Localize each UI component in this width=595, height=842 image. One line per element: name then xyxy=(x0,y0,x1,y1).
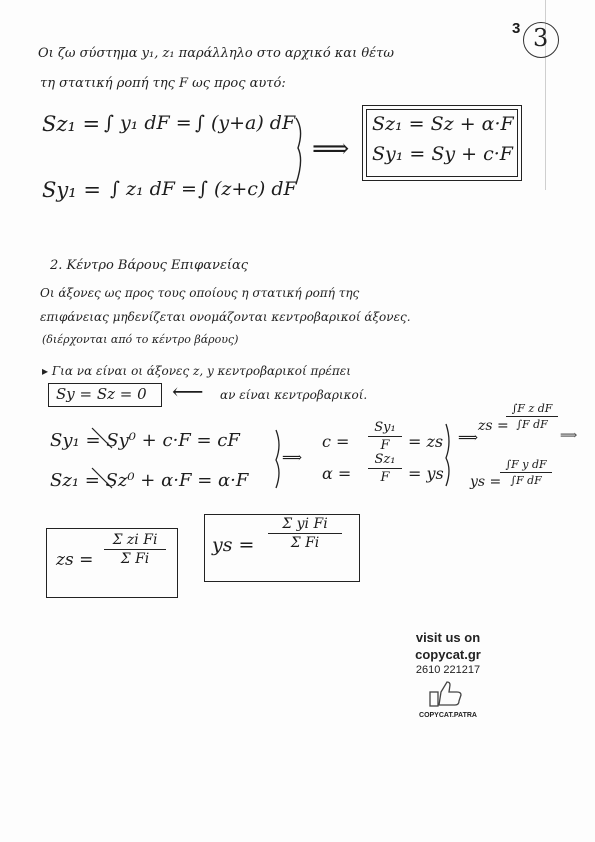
ad-visit-line: visit us on xyxy=(415,630,481,645)
sy-strike xyxy=(92,428,112,448)
eq2-brace xyxy=(276,430,279,488)
ad-website: copycat.gr xyxy=(415,647,481,662)
final-ys-denominator: Σ Fi xyxy=(290,535,320,551)
eq2-sy1-line: Sy₁ = Sy⁰ + c·F = cF xyxy=(50,430,240,451)
para1-line-3: (διέρχονται από το κέντρο βάρους) xyxy=(42,333,239,346)
thumbs-up-icon xyxy=(427,680,467,710)
ys-integral-denominator: ∫F dF xyxy=(510,474,542,487)
result-sy1: Sy₁ = Sy + c·F xyxy=(372,143,513,165)
ad-phone: 2610 221217 xyxy=(415,664,481,676)
eq-sz1-label: Sz₁ = xyxy=(42,112,101,136)
eq-sy1-integral: ∫ z₁ dF = xyxy=(110,178,197,200)
alpha-equals: α = xyxy=(322,464,352,483)
eq2-implies-1: ⟹ xyxy=(282,450,303,466)
para1-line-1: Οι άξονες ως προς τους οποίους η στατική ροπή της xyxy=(40,286,360,300)
section-heading: 2. Κέντρο Βάρους Επιφανείας xyxy=(50,258,249,273)
eq-sy1-label: Sy₁ = xyxy=(42,178,101,202)
intro-line-1: Οι ζω σύστημα y₁, z₁ παράλληλο στο αρχικό και θέτω xyxy=(38,46,394,61)
final-zs-numerator: Σ zi Fi xyxy=(112,532,158,548)
zs-integral-lhs: zs = xyxy=(478,418,509,434)
sz-strike xyxy=(92,468,112,488)
page-number: 3 xyxy=(512,20,521,37)
alpha-denominator: F xyxy=(380,470,390,485)
ys-integral-numerator: ∫F y dF xyxy=(505,458,547,471)
circled-number-text: 3 xyxy=(533,24,549,52)
ys-integral-lhs: ys = xyxy=(470,474,502,490)
final-zs-denominator: Σ Fi xyxy=(120,551,150,567)
c-equals-zs: = zs xyxy=(408,432,444,451)
final-ys-lhs: ys = xyxy=(212,534,255,556)
zs-integral-denominator: ∫F dF xyxy=(516,418,548,431)
eq-sz1-integral: ∫ y₁ dF = xyxy=(104,112,192,134)
ad-brand: COPYCAT.PATRA xyxy=(419,712,477,719)
alpha-numerator: Sz₁ xyxy=(374,452,396,467)
eq2-brace-2 xyxy=(446,424,449,486)
intro-line-2: τη στατική ροπή της F ως προς αυτό: xyxy=(40,76,286,91)
para1-line-2: επιφάνειας μηδενίζεται ονομάζονται κεντροβαρικοί άξονες. xyxy=(40,310,411,324)
eq-sz1-expanded: ∫ (y+a) dF xyxy=(195,112,296,134)
para2-line-1: ▸ Για να είναι οι άξονες z, y κεντροβαρικοί πρέπει xyxy=(42,364,351,378)
eq2-implies-2: ⟹ xyxy=(458,430,479,446)
condition-arrow: ⟵ xyxy=(172,380,204,405)
alpha-equals-ys: = ys xyxy=(408,464,444,483)
final-ys-numerator: Σ yi Fi xyxy=(282,516,328,532)
centroid-condition: Sy = Sz = 0 xyxy=(56,385,147,403)
eq2-sz1-line: Sz₁ = Sz⁰ + α·F = α·F xyxy=(50,470,249,491)
eq-sy1-expanded: ∫ (z+c) dF xyxy=(198,178,297,200)
para2-tail: αν είναι κεντροβαρικοί. xyxy=(220,388,368,402)
c-numerator: Sy₁ xyxy=(374,420,396,435)
c-equals: c = xyxy=(322,432,350,451)
c-denominator: F xyxy=(380,438,390,453)
result-sz1: Sz₁ = Sz + α·F xyxy=(372,113,514,135)
final-zs-lhs: zs = xyxy=(56,550,94,570)
zs-integral-arrow: ⟹ xyxy=(560,428,578,442)
zs-integral-numerator: ∫F z dF xyxy=(511,402,553,415)
eq1-right-brace xyxy=(296,118,301,184)
eq1-implies-arrow: ⟹ xyxy=(312,134,350,164)
